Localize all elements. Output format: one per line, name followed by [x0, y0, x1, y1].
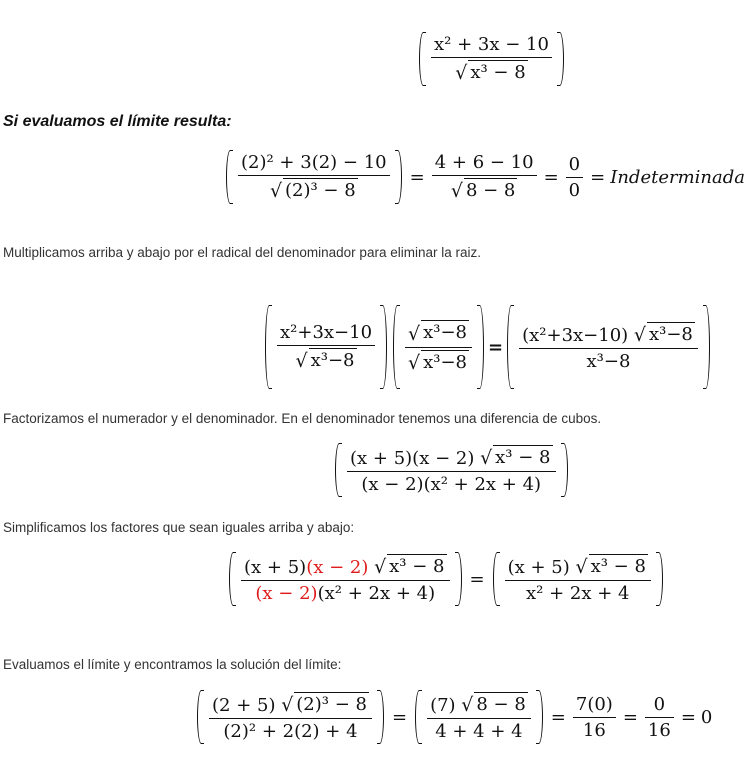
eq6-d-numerator: 0	[653, 693, 666, 715]
eq5-numerator-radical: x³ − 8	[389, 556, 445, 577]
eq2-zero-denominator: 0	[566, 177, 583, 201]
eq6-b-denominator: 4 + 4 + 4	[427, 718, 531, 742]
eq3-c-denominator: x³−8	[519, 348, 698, 372]
eq6-b-numerator-radical: 8 − 8	[476, 694, 526, 715]
equation-factored: (x + 5)(x − 2) √ x³ − 8 (x − 2)(x² + 2x + 4)	[332, 443, 571, 497]
eq3-b-numerator: x³−8	[423, 322, 467, 344]
eq2-result: Indeterminada	[610, 166, 745, 188]
eq5-numerator-cancelled: (x − 2)	[306, 557, 369, 579]
section-heading: Si evaluamos el límite resulta:	[3, 113, 232, 130]
eq4-denominator: (x − 2)(x² + 2x + 4)	[347, 471, 556, 495]
explanation-multiply: Multiplicamos arriba y abajo por el radical del denominador para eliminar la raiz.	[3, 245, 481, 260]
equation-evaluation: (2)² + 3(2) − 10 √ (2)³ − 8 = 4 + 6 − 10 √ 8 − 8 = $\frac{0}{0}$ = Indeterminada	[223, 150, 745, 204]
explanation-evaluate: Evaluamos el límite y encontramos la solución del límite:	[3, 657, 342, 672]
eq2-numerator: (2)² + 3(2) − 10	[241, 152, 387, 173]
eq6-a-denominator: (2)² + 2(2) + 4	[209, 718, 372, 742]
eq3-a-denominator: x³−8	[310, 349, 355, 371]
eq3-a-numerator: x²+3x−10	[280, 321, 373, 343]
eq4-numerator-radical: x³ − 8	[495, 447, 551, 468]
eq3-c-numerator-radical: x³−8	[648, 323, 693, 345]
equation-rationalize: x²+3x−10 √ x³−8 √ x³−8 √ x³−8 = (x²+3x−10) √ x³−8 x³−8	[262, 305, 713, 389]
eq4-numerator: (x + 5)(x − 2)	[350, 448, 475, 470]
eq6-a-numerator-radical: (2)³ − 8	[296, 694, 367, 715]
explanation-simplify: Simplificamos los factores que sean iguales arriba y abajo:	[3, 520, 355, 535]
equation-final-evaluation: (2 + 5) √ (2)³ − 8 (2)² + 2(2) + 4 = (7) √ 8 − 8 4 + 4 + 4 = $\frac{7(0)}{16}$ = $\frac{0}{16}$ = 0	[194, 690, 712, 744]
eq2-zero-numerator: 0	[568, 153, 581, 175]
eq6-b-numerator: (7)	[430, 695, 456, 717]
eq3-b-denominator: x³−8	[423, 351, 467, 373]
eq5-result-denominator: x² + 2x + 4	[505, 580, 651, 604]
eq6-a-numerator: (2 + 5)	[212, 695, 276, 717]
eq5-denominator-cancelled: (x − 2)	[255, 583, 318, 605]
eq2-mid-numerator: 4 + 6 − 10	[434, 152, 534, 173]
eq1-denominator: x³ − 8	[470, 62, 526, 83]
eq5-result-radical: x³ − 8	[590, 556, 646, 577]
eq6-result: 0	[700, 706, 713, 728]
eq6-d-denominator: 16	[645, 717, 674, 741]
eq2-mid-denominator: 8 − 8	[465, 180, 516, 201]
eq5-result-numerator: (x + 5)	[507, 557, 570, 579]
eq1-numerator: x² + 3x − 10	[434, 34, 549, 55]
equation-simplified: (x + 5)(x − 2) √ x³ − 8 (x − 2)(x² + 2x + 4) = (x + 5) √ x³ − 8 x² + 2x + 4	[226, 552, 666, 606]
eq6-c-numerator: 7(0)	[575, 693, 613, 715]
eq5-denominator-factor: (x² + 2x + 4)	[317, 583, 436, 605]
eq3-c-numerator: (x²+3x−10)	[522, 325, 629, 347]
equation-original-limit	[416, 32, 567, 86]
explanation-factor: Factorizamos el numerador y el denominador. En el denominador tenemos una diferencia de cubos.	[3, 411, 602, 426]
eq6-c-denominator: 16	[573, 717, 616, 741]
eq5-numerator-factor: (x + 5)	[244, 557, 307, 579]
eq1-sqrt: √ x³ − 8	[455, 62, 526, 85]
eq2-denominator: (2)³ − 8	[284, 180, 356, 201]
